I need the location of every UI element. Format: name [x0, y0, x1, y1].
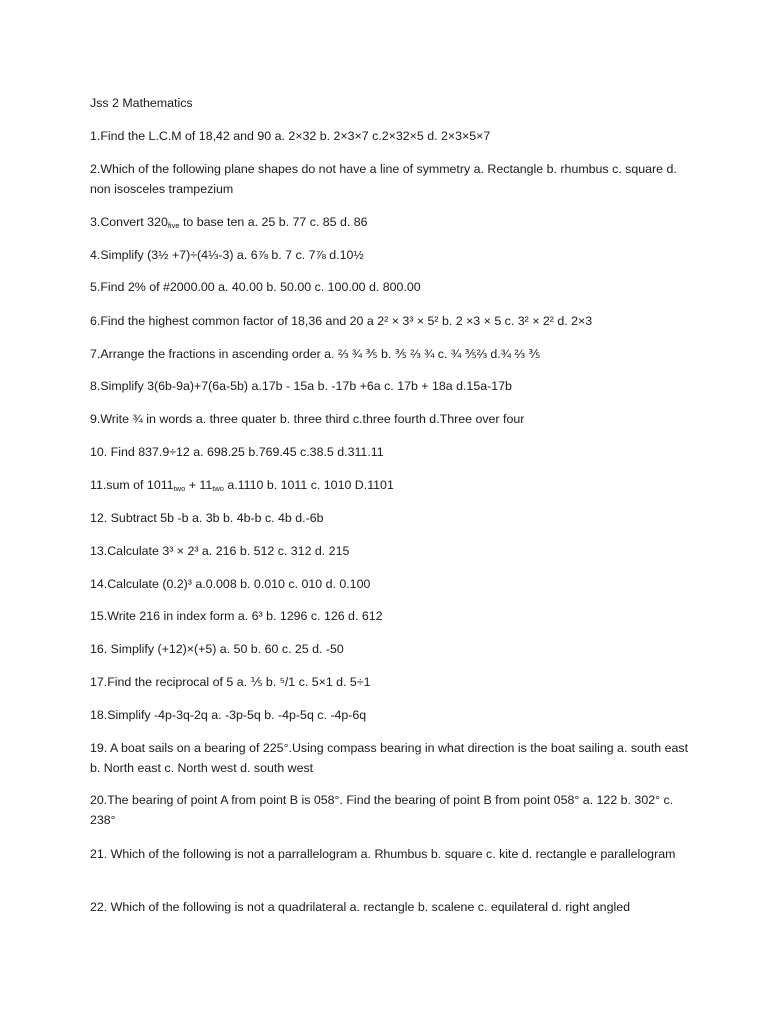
question-15: 15.Write 216 in index form a. 6³ b. 1296 c. 126 d. 612	[90, 609, 383, 623]
question-7: 7.Arrange the fractions in ascending order a. ⅔ ¾ ⅗ b. ⅗ ⅔ ¾ c. ¾ ⅗⅔ d.¾ ⅔ ⅗	[90, 347, 541, 361]
question-12: 12. Subtract 5b -b a. 3b b. 4b-b c. 4b d.-6b	[90, 511, 324, 525]
question-10: 10. Find 837.9÷12 a. 698.25 b.769.45 c.38.5 d.311.11	[90, 445, 384, 459]
question-11	[90, 475, 690, 495]
question-11-subscript-1: two	[173, 484, 186, 493]
question-11-options: a.1110 b. 1011 c. 1010 D.1101	[223, 478, 394, 492]
question-18: 18.Simplify -4p-3q-2q a. -3p-5q b. -4p-5q c. -4p-6q	[90, 708, 367, 722]
question-3-subscript: five	[167, 221, 180, 230]
question-19: 19. A boat sails on a bearing of 225°.Using compass bearing in what direction is the boat sailing a. south east b. North east c. North west d. south west	[90, 741, 689, 775]
question-3-text: 3.Convert 320	[90, 215, 168, 229]
question-3-options: to base ten a. 25 b. 77 c. 85 d. 86	[179, 215, 368, 229]
question-22: 22. Which of the following is not a quadrilateral a. rectangle b. scalene c. equilateral d. right angled	[90, 900, 631, 914]
question-21: 21. Which of the following is not a parrallelogram a. Rhumbus b. square c. kite d. rectangle e parallelogram	[90, 847, 676, 861]
question-9: 9.Write ¾ in words a. three quater b. three third c.three fourth d.Three over four	[90, 412, 525, 426]
question-17: 17.Find the reciprocal of 5 a. ⅕ b. ⁵/1 c. 5×1 d. 5÷1	[90, 675, 371, 689]
question-5: 5.Find 2% of #2000.00 a. 40.00 b. 50.00 c. 100.00 d. 800.00	[90, 280, 421, 294]
page-title: Jss 2 Mathematics	[90, 96, 193, 110]
question-1: 1.Find the L.C.M of 18,42 and 90 a. 2×32 b. 2×3×7 c.2×32×5 d. 2×3×5×7	[90, 129, 491, 143]
question-2: 2.Which of the following plane shapes do not have a line of symmetry a. Rectangle b. rhumbus c. square d. non isosceles trampezium	[90, 162, 677, 196]
question-6: 6.Find the highest common factor of 18,36 and 20 a 2² × 3³ × 5² b. 2 ×3 × 5 c. 3² × 2² d. 2×3	[90, 314, 593, 328]
question-11-subscript-2: two	[212, 484, 224, 493]
question-11-middle: + 11	[185, 478, 213, 492]
question-11-text: 11.sum of 1011	[90, 478, 174, 492]
question-13: 13.Calculate 3³ × 2³ a. 216 b. 512 c. 312 d. 215	[90, 544, 350, 558]
question-20: 20.The bearing of point A from point B is 058°. Find the bearing of point B from point 058° a. 122 b. 302° c. 238°	[90, 793, 674, 827]
question-14: 14.Calculate (0.2)³ a.0.008 b. 0.010 c. 010 d. 0.100	[90, 577, 371, 591]
question-16: 16. Simplify (+12)×(+5) a. 50 b. 60 c. 25 d. -50	[90, 642, 344, 656]
question-3	[90, 212, 690, 232]
question-8: 8.Simplify 3(6b-9a)+7(6a-5b) a.17b - 15a b. -17b +6a c. 17b + 18a d.15a-17b	[90, 379, 512, 393]
question-4: 4.Simplify (3½ +7)÷(4⅓-3) a. 6⅞ b. 7 c. 7⅞ d.10½	[90, 248, 364, 262]
